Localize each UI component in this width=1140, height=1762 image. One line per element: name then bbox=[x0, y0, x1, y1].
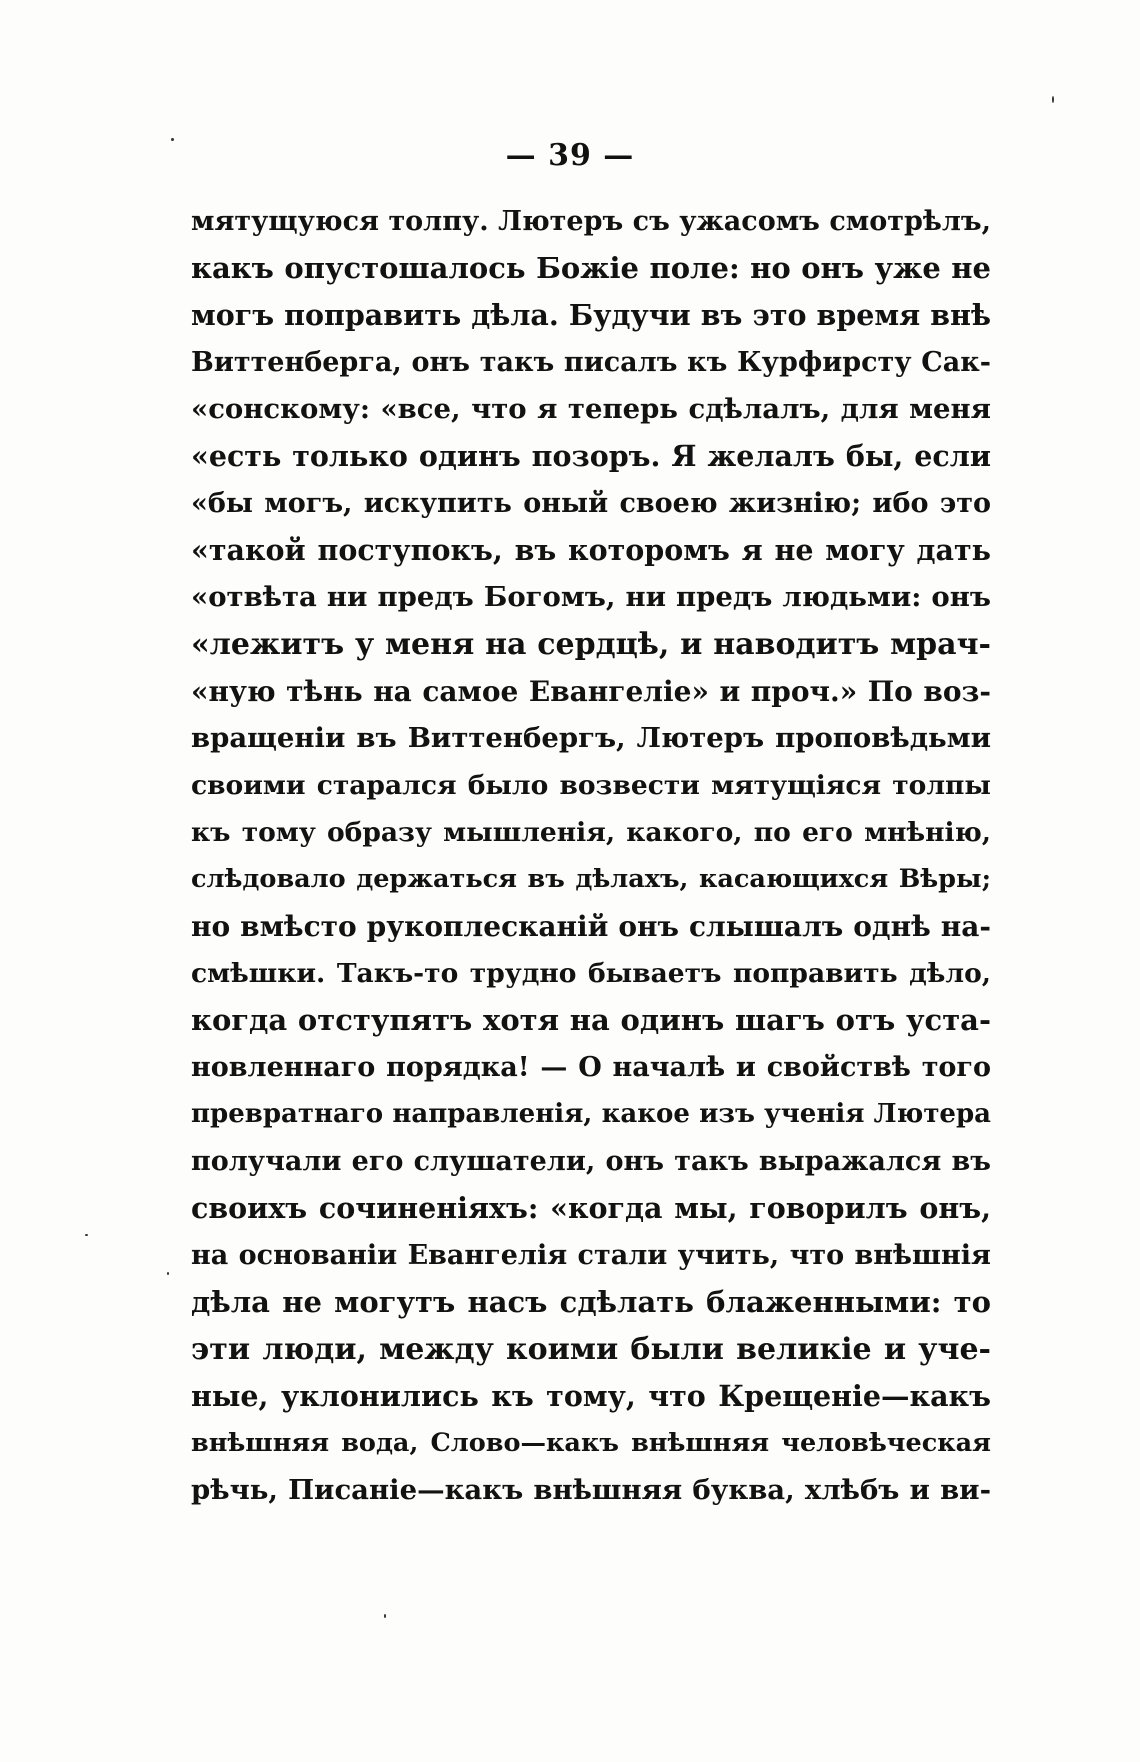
body-text bbox=[191, 198, 991, 1514]
scan-speck bbox=[171, 138, 174, 141]
text-line-13: своими старался было возвести мятущіяся толпы bbox=[191, 770, 991, 801]
text-line-26: ные, уклонились къ тому, что Крещеніе—какъ bbox=[191, 1379, 991, 1413]
text-line-23: на основаніи Евангелія стали учить, что внѣшнія bbox=[191, 1240, 991, 1271]
text-line-11: «ную тѣнь на самое Евангеліе» и проч.» По воз- bbox=[191, 675, 991, 708]
text-line-18: когда отступятъ хотя на одинъ шагъ отъ уста- bbox=[191, 1003, 991, 1037]
text-line-8: «такой поступокъ, въ которомъ я не могу дать bbox=[191, 533, 991, 567]
scan-speck bbox=[167, 1272, 169, 1275]
page-number: — 39 — bbox=[505, 138, 635, 173]
text-line-5: «сонскому: «все, что я теперь сдѣлалъ, для меня bbox=[191, 393, 991, 425]
text-line-7: «бы могъ, искупить оный своею жизнію; ибо это bbox=[191, 488, 991, 519]
text-line-17: смѣшки. Такъ-то трудно бываетъ поправить дѣло, bbox=[191, 958, 991, 989]
text-line-12: вращеніи въ Виттенбергъ, Лютеръ проповѣдьми bbox=[191, 722, 991, 754]
text-line-10: «лежитъ у меня на сердцѣ, и наводитъ мрач- bbox=[191, 627, 991, 662]
text-line-28: рѣчь, Писаніе—какъ внѣшняя буква, хлѣбъ и ви- bbox=[191, 1474, 991, 1506]
text-line-24: дѣла не могутъ насъ сдѣлать блаженными: то bbox=[191, 1285, 991, 1319]
text-line-6: «есть только одинъ позоръ. Я желалъ бы, если bbox=[191, 439, 991, 473]
text-line-14: къ тому образу мышленія, какого, по его мнѣнію, bbox=[191, 817, 991, 848]
text-line-25: эти люди, между коими были великіе и уче- bbox=[191, 1332, 991, 1367]
text-line-1: мятущуюся толпу. Лютеръ съ ужасомъ смотрѣлъ, bbox=[191, 206, 991, 237]
scan-speck bbox=[384, 1614, 386, 1618]
text-line-16: но вмѣсто рукоплесканій онъ слышалъ однѣ на- bbox=[191, 910, 991, 943]
text-line-2: какъ опустошалось Божіе поле: но онъ уже не bbox=[191, 251, 991, 285]
text-line-22: своихъ сочиненіяхъ: «когда мы, говорилъ онъ, bbox=[191, 1191, 991, 1225]
text-line-9: «отвѣта ни предъ Богомъ, ни предъ людьми: онъ bbox=[191, 581, 991, 613]
text-line-20: превратнаго направленія, какое изъ ученія Лютера bbox=[191, 1099, 991, 1129]
text-line-27: внѣшняя вода, Слово—какъ внѣшняя человѣческая bbox=[191, 1428, 991, 1458]
text-line-21: получали его слушатели, онъ такъ выражался въ bbox=[191, 1146, 991, 1177]
scan-speck bbox=[85, 1234, 88, 1236]
text-line-19: новленнаго порядка! — О началѣ и свойствѣ того bbox=[191, 1052, 991, 1083]
scan-speck bbox=[1052, 96, 1054, 103]
text-line-15: слѣдовало держаться въ дѣлахъ, касающихся Вѣры; bbox=[191, 864, 991, 894]
text-line-3: могъ поправить дѣла. Будучи въ это время внѣ bbox=[191, 298, 991, 332]
text-line-4: Виттенберга, онъ такъ писалъ къ Курфирсту Сак- bbox=[191, 347, 991, 378]
